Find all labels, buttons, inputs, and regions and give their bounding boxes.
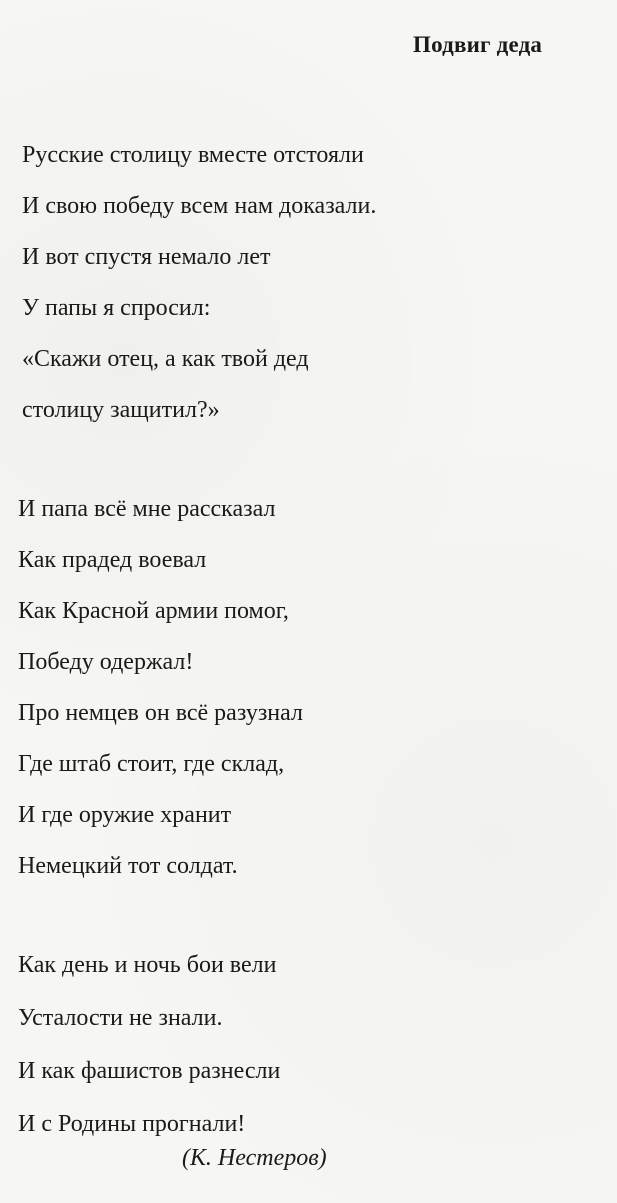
- poem-title: Подвиг деда: [413, 32, 543, 57]
- poem-line: «Скажи отец, а как твой дед: [22, 346, 309, 372]
- poem-line: Усталости не знали.: [18, 1005, 223, 1031]
- stanza-2: [18, 484, 303, 892]
- poem-line: И где оружие хранит: [18, 802, 232, 828]
- stanza-3: [18, 939, 280, 1151]
- poem-line: И папа всё мне рассказал: [18, 496, 276, 522]
- poem-line: Как Красной армии помог,: [18, 598, 289, 624]
- poem-line: Где штаб стоит, где склад,: [18, 751, 285, 777]
- stanza-1: [22, 130, 376, 436]
- poem-author: (К. Нестеров): [182, 1145, 327, 1171]
- poem-line: Про немцев он всё разузнал: [18, 700, 303, 726]
- poem-line: И как фашистов разнесли: [18, 1058, 281, 1084]
- poem-line: Немецкий тот солдат.: [18, 853, 238, 879]
- poem-line: У папы я спросил:: [22, 295, 211, 321]
- poem-line: Русские столицу вместе отстояли: [22, 142, 364, 168]
- poem-line: столицу защитил?»: [22, 397, 220, 423]
- poem-line: И свою победу всем нам доказали.: [22, 193, 377, 219]
- poem-line: Победу одержал!: [18, 649, 194, 675]
- poem-line: И вот спустя немало лет: [22, 244, 271, 270]
- poem-line: Как прадед воевал: [18, 547, 207, 573]
- poem-line: И с Родины прогнали!: [18, 1111, 246, 1137]
- poem-line: Как день и ночь бои вели: [18, 952, 277, 978]
